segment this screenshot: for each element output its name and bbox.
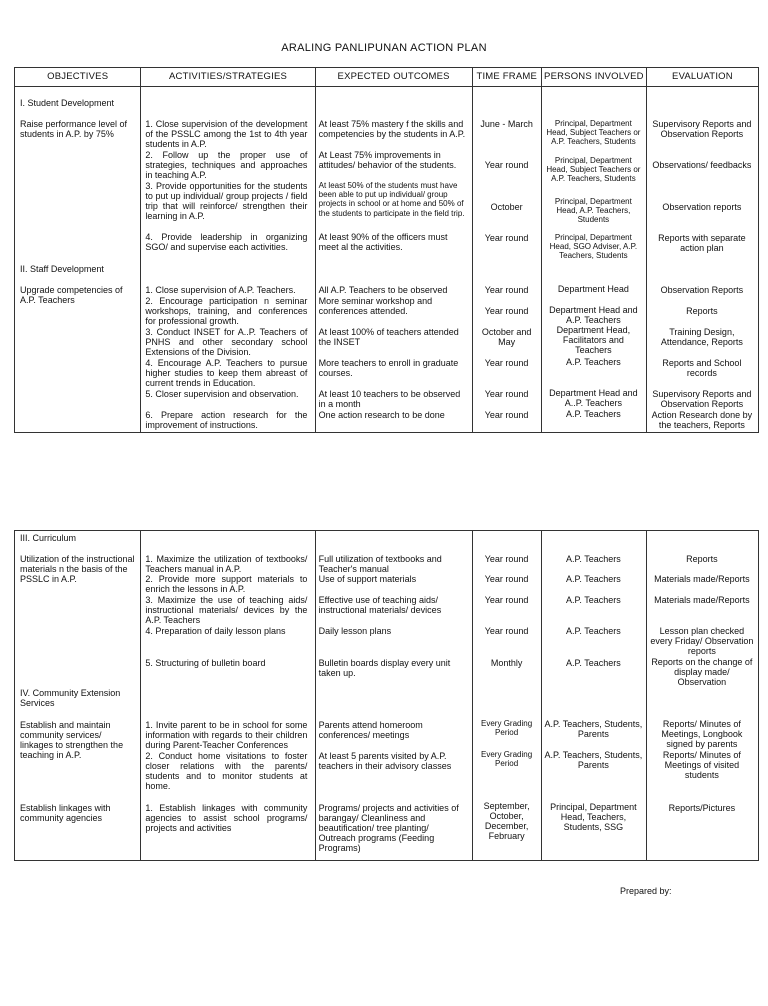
- outcome-text: Daily lesson plans: [318, 626, 392, 636]
- section-heading: III. Curriculum: [20, 533, 77, 543]
- time-frame-text: Year round: [484, 574, 529, 584]
- activity-text: 1. Invite parent to be in school for some information with regards to their children during Parent-Teacher Conferences: [145, 720, 308, 750]
- time-frame-text: Monthly: [490, 658, 523, 668]
- persons-text: A.P. Teachers: [566, 357, 621, 367]
- section-heading: IV. Community Extension Services: [20, 688, 121, 708]
- activity-text: 1. Close supervision of A.P. Teachers.: [145, 285, 296, 295]
- objective-text: Upgrade competencies of A.P. Teachers: [20, 285, 123, 305]
- persons-text: Department Head, Facilitators and Teachers: [556, 325, 631, 355]
- evaluation-text: Reports with separate action plan: [658, 233, 746, 253]
- outcome-text: Programs/ projects and activities of barangay/ Cleanliness and beautification/ tree planting/ Outreach programs (Feeding Programs): [318, 803, 459, 853]
- activities-cell: [141, 531, 315, 861]
- time-frame-text: Year round: [484, 285, 529, 295]
- outcome-text: Effective use of teaching aids/ instructional materials/ devices: [318, 595, 442, 615]
- outcome-text: At least 75% mastery f the skills and competencies by the students in A.P.: [318, 119, 466, 139]
- evaluation-text: Supervisory Reports and Observation Reports: [652, 119, 752, 139]
- evaluation-text: Observation Reports: [660, 285, 744, 295]
- outcome-text: At least 100% of teachers attended the INSET: [318, 327, 459, 347]
- persons-text: A.P. Teachers: [566, 409, 621, 419]
- persons-text: A.P. Teachers: [566, 595, 621, 605]
- evaluation-text: Supervisory Reports and Observation Reports: [652, 389, 752, 409]
- outcome-text: More teachers to enroll in graduate courses.: [318, 358, 459, 378]
- outcome-text: One action research to be done: [318, 410, 445, 420]
- persons-text: A.P. Teachers: [566, 574, 621, 584]
- header-persons-involved: PERSONS INVOLVED: [541, 68, 646, 87]
- activity-text: 1. Maximize the utilization of textbooks/ Teachers manual in A.P.: [145, 554, 308, 574]
- evaluation-text: Observation reports: [662, 202, 742, 212]
- section-heading: II. Staff Development: [20, 264, 104, 274]
- evaluation-text: Reports/Pictures: [668, 803, 736, 813]
- evaluation-text: Training Design, Attendance, Reports: [660, 327, 743, 347]
- evaluation-text: Reports/ Minutes of Meetings of visited students: [662, 750, 741, 780]
- outcome-text: Use of support materials: [318, 574, 417, 584]
- evaluation-text: Observations/ feedbacks: [652, 160, 752, 170]
- outcome-text: More seminar workshop and conferences attended.: [318, 296, 433, 316]
- prepared-by-label: Prepared by:: [620, 886, 672, 896]
- evaluation-text: Reports and School records: [662, 358, 742, 378]
- page-title: ARALING PANLIPUNAN ACTION PLAN: [281, 42, 487, 54]
- outcome-text: At least 10 teachers to be observed in a month: [318, 389, 461, 409]
- objective-text: Establish and maintain community services/ linkages to strengthen the teaching in A.P.: [20, 720, 124, 760]
- persons-text: Department Head and A..P. Teachers: [549, 388, 638, 408]
- outcomes-cell: [315, 87, 472, 433]
- persons-text: Principal, Department Head, Subject Teachers or A.P. Teachers, Students: [546, 119, 641, 147]
- outcome-text: Parents attend homeroom conferences/ meetings: [318, 720, 423, 740]
- activities-cell: [141, 87, 315, 433]
- time-frame-text: Year round: [484, 595, 529, 605]
- persons-text: A.P. Teachers, Students, Parents: [544, 750, 643, 770]
- persons-cell: [541, 531, 646, 861]
- header-time-frame: TIME FRAME: [472, 68, 541, 87]
- time-frame-text: Year round: [484, 389, 529, 399]
- table-header-row: [15, 68, 759, 87]
- persons-text: Principal, Department Head, Subject Teachers or A.P. Teachers, Students: [546, 156, 641, 184]
- objectives-cell: [15, 531, 141, 861]
- evaluation-text: Reports/ Minutes of Meetings, Longbook signed by parents: [661, 719, 743, 749]
- action-plan-table-2: [14, 530, 759, 861]
- time-frame-cell: [472, 531, 541, 861]
- activity-text: 3. Provide opportunities for the students to put up individual/ group projects / field trip that will reinforce/ strengthen their learning in A.P.: [145, 181, 308, 221]
- evaluation-text: Materials made/Reports: [654, 574, 750, 584]
- activity-text: 3. Conduct INSET for A..P. Teachers of PNHS and other secondary school Extensions of the Division.: [145, 327, 308, 357]
- outcome-text: All A.P. Teachers to be observed: [318, 285, 448, 295]
- evaluation-text: Reports on the change of display made/ Observation: [651, 657, 753, 687]
- activity-text: 1. Close supervision of the development of the PSSLC among the 1st to 4th year students in A.P.: [145, 119, 308, 149]
- objectives-cell: [15, 87, 141, 433]
- persons-text: Principal, Department Head, A.P. Teachers, Students: [554, 197, 632, 225]
- outcomes-cell: [315, 531, 472, 861]
- time-frame-text: October: [490, 202, 523, 212]
- activity-text: 2. Provide more support materials to enrich the lessons in A.P.: [145, 574, 308, 594]
- outcome-text: At least 90% of the officers must meet al the activities.: [318, 232, 448, 252]
- time-frame-text: June - March: [480, 119, 533, 129]
- activity-text: 5. Structuring of bulletin board: [145, 658, 266, 668]
- time-frame-text: Year round: [484, 554, 529, 564]
- time-frame-text: Every Grading Period: [481, 719, 533, 738]
- time-frame-text: Year round: [484, 233, 529, 243]
- evaluation-text: Lesson plan checked every Friday/ Observation reports: [650, 626, 754, 656]
- time-frame-text: Year round: [484, 626, 529, 636]
- outcome-text: At least 50% of the students must have been able to put up individual/ group projects in school or at home and 50% of the students to participate in the field trip.: [318, 181, 465, 218]
- activity-text: 2. Encourage participation n seminar workshops, training, and conferences for professional growth.: [145, 296, 308, 326]
- outcome-text: At Least 75% improvements in attitudes/ behavior of the students.: [318, 150, 457, 170]
- header-activities: ACTIVITIES/STRATEGIES: [141, 68, 315, 87]
- header-objectives: OBJECTIVES: [15, 68, 141, 87]
- evaluation-cell: [646, 531, 758, 861]
- persons-text: Principal, Department Head, Teachers, Students, SSG: [550, 802, 637, 832]
- section-heading: I. Student Development: [20, 98, 115, 108]
- persons-text: Department Head: [557, 284, 629, 294]
- activity-text: 4. Encourage A.P. Teachers to pursue higher studies to keep them abreast of current trends in Education.: [145, 358, 308, 388]
- activity-text: 4. Provide leadership in organizing SGO/ and supervise each activities.: [145, 232, 308, 252]
- header-expected-outcomes: EXPECTED OUTCOMES: [315, 68, 472, 87]
- activity-text: 2. Follow up the proper use of strategies, techniques and approaches in teaching A.P.: [145, 150, 308, 180]
- persons-cell: [541, 87, 646, 433]
- time-frame-text: Year round: [484, 410, 529, 420]
- activity-text: 5. Closer supervision and observation.: [145, 389, 299, 399]
- objective-text: Utilization of the instructional materials n the basis of the PSSLC in A.P.: [20, 554, 135, 584]
- evaluation-text: Materials made/Reports: [654, 595, 750, 605]
- activity-text: 1. Establish linkages with community agencies to assist school programs/ projects and activities: [145, 803, 308, 833]
- objective-text: Raise performance level of students in A.P. by 75%: [20, 119, 128, 139]
- outcome-text: Bulletin boards display every unit taken up.: [318, 658, 451, 678]
- persons-text: A.P. Teachers, Students, Parents: [544, 719, 643, 739]
- persons-text: A.P. Teachers: [566, 658, 621, 668]
- outcome-text: At least 5 parents visited by A.P. teachers in their advisory classes: [318, 751, 452, 771]
- time-frame-text: Every Grading Period: [481, 750, 533, 769]
- time-frame-text: September, October, December, February: [483, 801, 530, 841]
- evaluation-text: Reports: [686, 306, 718, 316]
- persons-text: A.P. Teachers: [566, 626, 621, 636]
- outcome-text: Full utilization of textbooks and Teacher's manual: [318, 554, 442, 574]
- time-frame-text: Year round: [484, 160, 529, 170]
- time-frame-text: Year round: [484, 306, 529, 316]
- action-plan-table-1: [14, 67, 759, 433]
- header-evaluation: EVALUATION: [646, 68, 758, 87]
- activity-text: 2. Conduct home visitations to foster closer relations with the parents/ students and to monitor students at home.: [145, 751, 308, 791]
- evaluation-text: Reports: [686, 554, 718, 564]
- time-frame-text: October and May: [481, 327, 532, 347]
- table-row: [15, 531, 759, 861]
- persons-text: Department Head and A.P. Teachers: [549, 305, 638, 325]
- evaluation-cell: [646, 87, 758, 433]
- time-frame-cell: [472, 87, 541, 433]
- activity-text: 4. Preparation of daily lesson plans: [145, 626, 286, 636]
- objective-text: Establish linkages with community agencies: [20, 803, 111, 823]
- time-frame-text: Year round: [484, 358, 529, 368]
- persons-text: Principal, Department Head, SGO Adviser, A.P. Teachers, Students: [549, 233, 638, 261]
- activity-text: 3. Maximize the use of teaching aids/ instructional materials/ devices by the A.P. Teachers: [145, 595, 308, 625]
- evaluation-text: Action Research done by the teachers, Reports: [651, 410, 753, 430]
- persons-text: A.P. Teachers: [566, 554, 621, 564]
- table-row: [15, 87, 759, 433]
- activity-text: 6. Prepare action research for the improvement of instructions.: [145, 410, 308, 430]
